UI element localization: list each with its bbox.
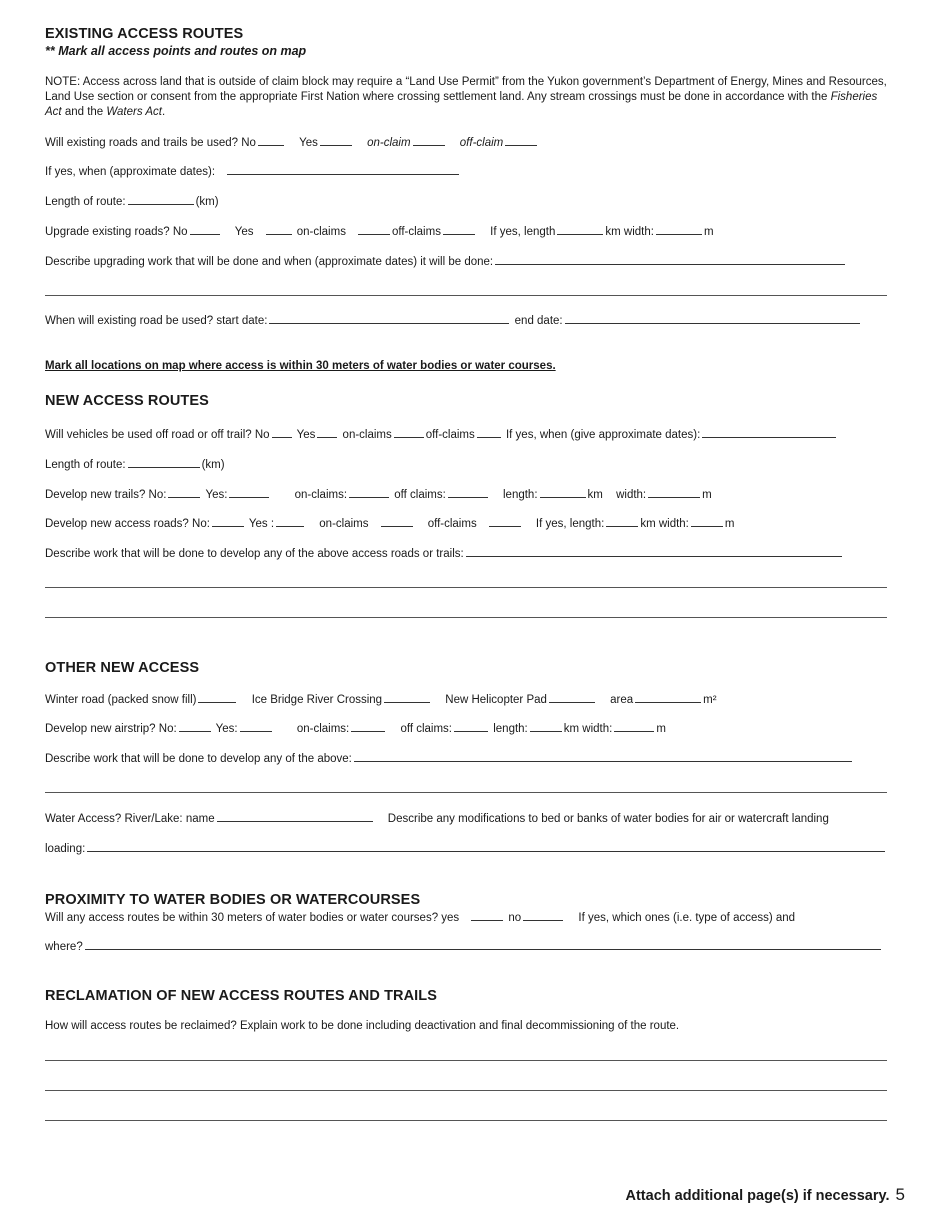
answer-line[interactable] (45, 1120, 887, 1121)
width-field[interactable] (656, 224, 702, 235)
no-field[interactable] (190, 224, 220, 235)
upgrade-roads-question (45, 224, 714, 239)
on-claims-field[interactable] (351, 721, 385, 732)
winter-road-field[interactable] (198, 692, 236, 703)
label: off-claims (391, 226, 441, 238)
on-claims-field[interactable] (349, 487, 389, 498)
no-field[interactable] (212, 516, 244, 527)
label: m² (703, 694, 717, 706)
on-claim-field[interactable] (413, 135, 445, 146)
end-date-field[interactable] (565, 313, 860, 324)
label: m (724, 518, 735, 530)
label: Develop new trails? No: (45, 489, 167, 501)
label: Winter road (packed snow fill) (45, 694, 197, 706)
waters-act: Waters Act (106, 106, 162, 118)
label: If yes, when (approximate dates): (45, 166, 216, 178)
yes-field[interactable] (266, 224, 292, 235)
label: off-claims (427, 518, 477, 530)
helicopter-pad-field[interactable] (549, 692, 595, 703)
loading-line (45, 841, 887, 856)
label: m (702, 489, 712, 501)
width-field[interactable] (691, 516, 723, 527)
label: on-claims (296, 226, 346, 238)
label: (km) (201, 459, 225, 471)
describe-field[interactable] (354, 751, 852, 762)
vehicles-question (45, 427, 838, 442)
label: Describe work that will be done to develop any of the above access roads or trails: (45, 548, 464, 560)
existing-length-question (45, 194, 219, 209)
answer-line[interactable] (45, 617, 887, 618)
off-claims-field[interactable] (443, 224, 475, 235)
proximity-question (45, 910, 795, 925)
label: on-claims (342, 429, 392, 441)
note-text: NOTE: Access across land that is outside of claim block may require a “Land Use Permit” from the Yukon government’s Department of Energy, Mines and Resources, Land Use section or consent from the appropriate First Nation where crossing settlement land. Any stream crossings must be done in accordance with the (45, 76, 887, 103)
label: If yes, length: (535, 518, 605, 530)
label: Yes (234, 226, 254, 238)
length-field[interactable] (540, 487, 586, 498)
yes-field[interactable] (276, 516, 304, 527)
label: Length of route: (45, 459, 126, 471)
label: where? (45, 941, 83, 953)
page-number: 5 (895, 1185, 905, 1204)
label: If yes, length (490, 226, 556, 238)
no-field[interactable] (272, 427, 292, 438)
answer-line[interactable] (45, 1060, 887, 1061)
section-heading-new-access: NEW ACCESS ROUTES (45, 393, 209, 409)
label: Yes : (248, 518, 275, 530)
width-field[interactable] (648, 487, 700, 498)
section-heading-proximity: PROXIMITY TO WATER BODIES OR WATERCOURSES (45, 892, 421, 908)
describe-upgrading (45, 254, 847, 269)
length-field[interactable] (557, 224, 603, 235)
no-field[interactable] (258, 135, 284, 146)
reclamation-question: How will access routes be reclaimed? Explain work to be done including deactivation and final decommissioning of the route. (45, 1020, 680, 1032)
yes-field[interactable] (240, 721, 272, 732)
label: Upgrade existing roads? No (45, 226, 188, 238)
no-field[interactable] (523, 910, 563, 921)
on-claims-field[interactable] (394, 427, 424, 438)
page-footer (626, 1185, 906, 1205)
land-use-note (45, 75, 890, 120)
attach-notice: Attach additional page(s) if necessary. (625, 1188, 890, 1204)
label: off claims: (394, 489, 446, 501)
water-proximity-warning: Mark all locations on map where access is within 30 meters of water bodies or water courses. (45, 360, 556, 372)
label: length: (503, 489, 538, 501)
existing-dates-question (45, 164, 461, 179)
dates-field[interactable] (227, 164, 459, 175)
length-field[interactable] (530, 721, 562, 732)
yes-field[interactable] (471, 910, 503, 921)
label: on-claims: (296, 723, 350, 735)
yes-field[interactable] (317, 427, 337, 438)
loading-field[interactable] (87, 841, 885, 852)
label: When will existing road be used? start date: (45, 315, 268, 327)
label: on-claims (319, 518, 369, 530)
water-access-question (45, 811, 829, 826)
label: Yes: (215, 723, 238, 735)
describe-field[interactable] (466, 546, 842, 557)
label: m (703, 226, 714, 238)
label: Describe work that will be done to develop any of the above: (45, 753, 352, 765)
where-field[interactable] (85, 939, 881, 950)
label: km (587, 489, 603, 501)
new-trails-question (45, 487, 712, 502)
start-date-field[interactable] (269, 313, 509, 324)
existing-road-dates (45, 313, 862, 328)
on-claims-field[interactable] (381, 516, 413, 527)
answer-line[interactable] (45, 1090, 887, 1091)
label: end date: (514, 315, 563, 327)
note-and: and the (61, 106, 107, 118)
dates-field[interactable] (702, 427, 836, 438)
off-claim-field[interactable] (505, 135, 537, 146)
label: Ice Bridge River Crossing (251, 694, 383, 706)
no-field[interactable] (168, 487, 200, 498)
label: Develop new access roads? No: (45, 518, 210, 530)
airstrip-question (45, 721, 666, 736)
answer-line[interactable] (45, 295, 887, 296)
label: (km) (195, 196, 219, 208)
fisheries-act: Fisheries Act (45, 91, 878, 118)
label: Yes: (205, 489, 228, 501)
label: loading: (45, 843, 86, 855)
map-instruction: ** Mark all access points and routes on map (45, 44, 307, 58)
label: area (610, 694, 634, 706)
note-end: . (162, 106, 166, 118)
describe-field[interactable] (495, 254, 845, 265)
section-heading-other-access: OTHER NEW ACCESS (45, 660, 200, 676)
off-claims-field[interactable] (454, 721, 488, 732)
label: width: (616, 489, 647, 501)
label: on-claims: (294, 489, 348, 501)
width-field[interactable] (614, 721, 654, 732)
ice-bridge-field[interactable] (384, 692, 430, 703)
label: Length of route: (45, 196, 126, 208)
label: If yes, when (give approximate dates): (505, 429, 701, 441)
length-field[interactable] (606, 516, 638, 527)
label: Yes (299, 137, 318, 149)
label: Will existing roads and trails be used? No (45, 137, 256, 149)
label: Will any access routes be within 30 meters of water bodies or water courses? yes (45, 912, 460, 924)
existing-roads-question (45, 135, 539, 150)
yes-field[interactable] (320, 135, 352, 146)
label: off-claims (425, 429, 475, 441)
proximity-where (45, 939, 883, 954)
label: Describe upgrading work that will be done and when (approximate dates) it will be done: (45, 256, 494, 268)
label: no (508, 912, 522, 924)
answer-line[interactable] (45, 587, 887, 588)
answer-line[interactable] (45, 792, 887, 793)
label: length: (493, 723, 528, 735)
other-describe (45, 751, 854, 766)
new-describe (45, 546, 844, 561)
label: New Helicopter Pad (445, 694, 547, 706)
label: km width: (563, 723, 613, 735)
length-field[interactable] (128, 194, 194, 205)
section-heading-reclamation: RECLAMATION OF NEW ACCESS ROUTES AND TRAILS (45, 988, 438, 1004)
label: m (656, 723, 666, 735)
on-claims-field[interactable] (358, 224, 390, 235)
label: Water Access? River/Lake: name (45, 813, 215, 825)
label: off-claim (459, 137, 504, 149)
label: on-claim (367, 137, 411, 149)
area-field[interactable] (635, 692, 701, 703)
label: km width: (640, 518, 689, 530)
label: Will vehicles be used off road or off trail? No (45, 429, 270, 441)
no-field[interactable] (179, 721, 211, 732)
label: km width: (605, 226, 654, 238)
label: If yes, which ones (i.e. type of access) and (578, 912, 796, 924)
off-claims-field[interactable] (489, 516, 521, 527)
yes-field[interactable] (229, 487, 269, 498)
label: Develop new airstrip? No: (45, 723, 177, 735)
label: Describe any modifications to bed or banks of water bodies for air or watercraft landing (387, 813, 829, 825)
label: Yes (296, 429, 316, 441)
new-length-question (45, 457, 225, 472)
off-claims-field[interactable] (477, 427, 501, 438)
length-field[interactable] (128, 457, 200, 468)
other-access-types (45, 692, 717, 707)
label: off claims: (400, 723, 453, 735)
river-lake-name-field[interactable] (217, 811, 373, 822)
new-roads-question (45, 516, 734, 531)
section-heading-existing-access: EXISTING ACCESS ROUTES (45, 26, 244, 42)
off-claims-field[interactable] (448, 487, 488, 498)
